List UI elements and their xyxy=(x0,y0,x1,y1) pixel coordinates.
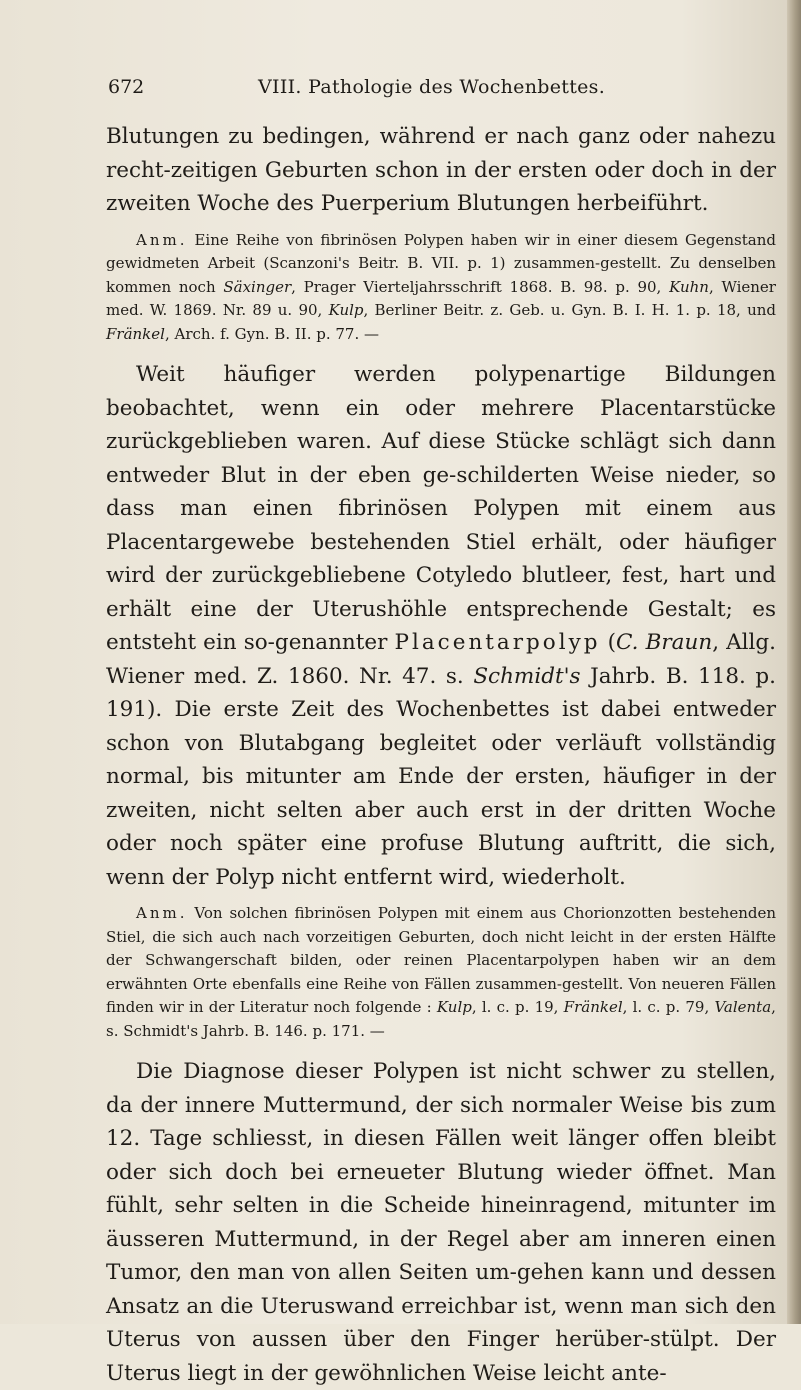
cited-author: Kulp xyxy=(436,998,472,1016)
cited-author: Valenta xyxy=(714,998,772,1016)
annotation-2: Anm. Von solchen fibrinösen Polypen mit einem aus Chorionzotten bestehenden Stiel, die sich auch nach vorzeitigen Geburten, doch nicht leicht in der ersten Hälfte der Schwangerschaft bilden, oder reinen Placentarpolypen haben wir an dem erwähnten Orte ebenfalls eine Reihe von Fällen zusammen-gestellt. Von neueren Fällen finden wir in der Literatur noch folgende : Kulp, l. c. p. 19, Fränkel, l. c. p. 79, Valenta, s. Schmidt's Jahrb. B. 146. p. 171. — xyxy=(106,904,776,1040)
cited-author: C. Braun xyxy=(616,630,713,655)
cited-author: Kuhn xyxy=(669,277,709,296)
cited-author: Fränkel xyxy=(106,324,165,343)
cited-author: Säxinger xyxy=(223,277,292,296)
page-header xyxy=(108,76,708,104)
paragraph-placentarpolyp: Weit häufiger werden polypenartige Bildungen beobachtet, wenn ein oder mehrere Placentarstücke zurückgeblieben waren. Auf diese Stücke schlägt sich dann entweder Blut in der eben ge-schilderten Weise nieder, so dass man einen fibrinösen Polypen mit einem aus Placentargewebe bestehenden Stiel erhält, oder häufiger wird der zurückgebliebene Cotyledo blutleer, fest, hart und erhält eine der Uterushöhle entsprechende Gestalt; es entsteht ein so-genannter Placentarpolyp (C. Braun, Allg. Wiener med. Z. 1860. Nr. 47. s. Schmidt's Jahrb. B. 118. p. 191). Die erste Zeit des Wochenbettes ist dabei entweder schon von Blutabgang begleitet oder verläuft vollständig normal, bis mitunter am Ende der ersten, häufiger in der zweiten, nicht selten aber auch erst in der dritten Woche oder noch später eine profuse Blutung auftritt, die sich, wenn der Polyp nicht entfernt wird, wiederholt. xyxy=(106,362,777,890)
page-edge-shadow xyxy=(787,0,801,1324)
cited-author: Fränkel xyxy=(563,998,623,1016)
page-number: 672 xyxy=(108,76,145,98)
annotation-label: Anm. xyxy=(136,230,188,249)
annotation-label: Anm. xyxy=(136,904,188,922)
emphasized-term: Placentarpolyp xyxy=(394,630,601,655)
cited-author: Kulp xyxy=(328,301,364,319)
paragraph-continuation: Blutungen zu bedingen, während er nach ganz oder nahezu recht-zeitigen Geburten schon in der ersten oder doch in der zweiten Woche des Puerperium Blutungen herbeiführt. xyxy=(106,124,776,216)
annotation-1: Anm. Eine Reihe von fibrinösen Polypen haben wir in einer diesem Gegenstand gewidmeten Arbeit (Scanzoni's Beitr. B. VII. p. 1) zusammen-gestellt. Zu denselben kommen noch Säxinger, Prager Vierteljahrsschrift 1868. B. 98. p. 90, Kuhn, Wiener med. W. 1869. Nr. 89 u. 90, Kulp, Berliner Beitr. z. Geb. u. Gyn. B. I. H. 1. p. 18, und Fränkel, Arch. f. Gyn. B. II. p. 77. — xyxy=(106,230,776,343)
page-body xyxy=(106,120,776,1390)
paragraph-diagnosis: Die Diagnose dieser Polypen ist nicht schwer zu stellen, da der innere Muttermund, der sich normaler Weise bis zum 12. Tage schliesst, in diesen Fällen weit länger offen bleibt oder sich doch bei erneueter Blutung wieder öffnet. Man fühlt, sehr selten in die Scheide hineinragend, mitunter im äusseren Muttermund, in der Regel aber am inneren einen Tumor, den man von allen Seiten um-gehen kann und dessen Ansatz an die Uteruswand erreichbar ist, wenn man sich den Uterus von aussen über den Finger herüber-stülpt. Der Uterus liegt in der gewöhnlichen Weise leicht ante- xyxy=(106,1059,776,1386)
cited-author: Schmidt's xyxy=(473,663,581,689)
running-title: VIII. Pathologie des Wochenbettes. xyxy=(258,76,606,98)
